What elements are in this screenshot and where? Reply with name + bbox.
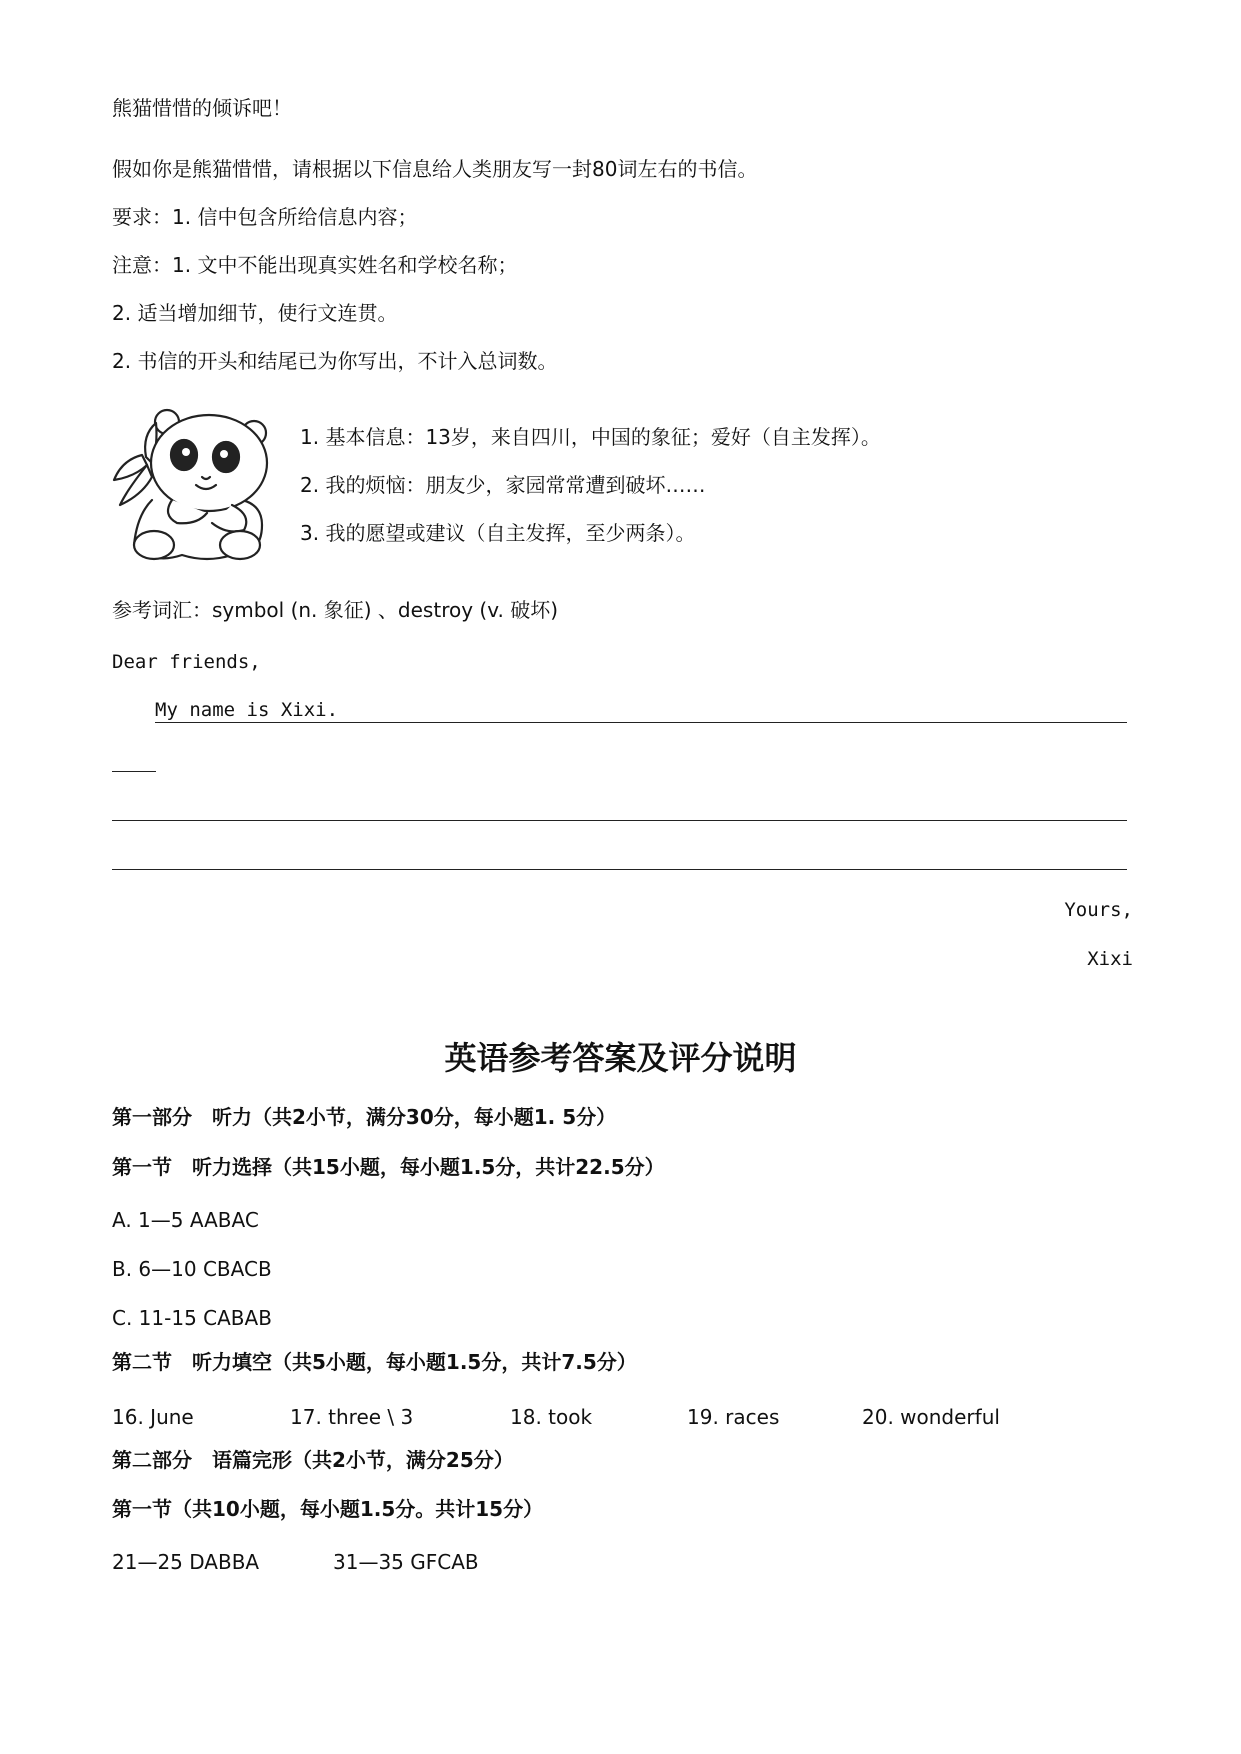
section-2-heading: 第二节 听力填空（共5小题，每小题1.5分，共计7.5分）	[112, 1350, 637, 1374]
section-1-heading: 第一节 听力选择（共15小题，每小题1.5分，共计22.5分）	[112, 1155, 665, 1179]
fill-answer: 20. wonderful	[862, 1405, 1000, 1429]
task-prompt: 假如你是熊猫惜惜，请根据以下信息给人类朋友写一封80词左右的书信。	[112, 157, 758, 181]
letter-salutation: Dear friends,	[112, 651, 261, 673]
vocabulary-hint: 参考词汇：symbol (n. 象征) 、destroy (v. 破坏)	[112, 598, 559, 622]
answer-line: B. 6—10 CBACB	[112, 1257, 272, 1281]
part-2-heading: 第二部分 语篇完形（共2小节，满分25分）	[112, 1448, 514, 1472]
answer-line: A. 1—5 AABAC	[112, 1208, 259, 1232]
writing-line	[112, 771, 156, 772]
task-heading: 熊猫惜惜的倾诉吧！	[112, 96, 292, 120]
fill-answer: 16. June	[112, 1405, 194, 1429]
fill-answer: 19. races	[687, 1405, 780, 1429]
answer-key-title: 英语参考答案及评分说明	[444, 1039, 797, 1077]
answer-line: C. 11-15 CABAB	[112, 1306, 272, 1330]
info-item: 1. 基本信息：13岁，来自四川，中国的象征；爱好（自主发挥）。	[300, 425, 881, 449]
cloze-answer: 21—25 DABBA	[112, 1550, 260, 1574]
task-note: 注意：1. 文中不能出现真实姓名和学校名称；	[112, 253, 518, 277]
task-note-2: 2. 适当增加细节，使行文连贯。	[112, 301, 398, 325]
info-item: 3. 我的愿望或建议（自主发挥，至少两条）。	[300, 521, 696, 545]
cloze-answer: 31—35 GFCAB	[333, 1550, 479, 1574]
task-requirement: 要求：1. 信中包含所给信息内容；	[112, 205, 418, 229]
writing-line	[112, 869, 1127, 870]
letter-signature: Xixi	[1087, 948, 1133, 970]
info-item: 2. 我的烦恼：朋友少，家园常常遭到破坏……	[300, 473, 706, 497]
writing-line	[155, 722, 1127, 723]
writing-line	[112, 820, 1127, 821]
panda-illustration	[112, 405, 272, 565]
part-1-heading: 第一部分 听力（共2小节，满分30分，每小题1. 5分）	[112, 1105, 617, 1129]
task-note-3: 2. 书信的开头和结尾已为你写出，不计入总词数。	[112, 349, 558, 373]
fill-answer: 17. three \ 3	[290, 1405, 414, 1429]
part-2-section-1-heading: 第一节（共10小题，每小题1.5分。共计15分）	[112, 1497, 544, 1521]
fill-answer: 18. took	[510, 1405, 593, 1429]
letter-first-line: My name is Xixi.	[155, 699, 339, 721]
letter-closing: Yours,	[1064, 899, 1133, 921]
